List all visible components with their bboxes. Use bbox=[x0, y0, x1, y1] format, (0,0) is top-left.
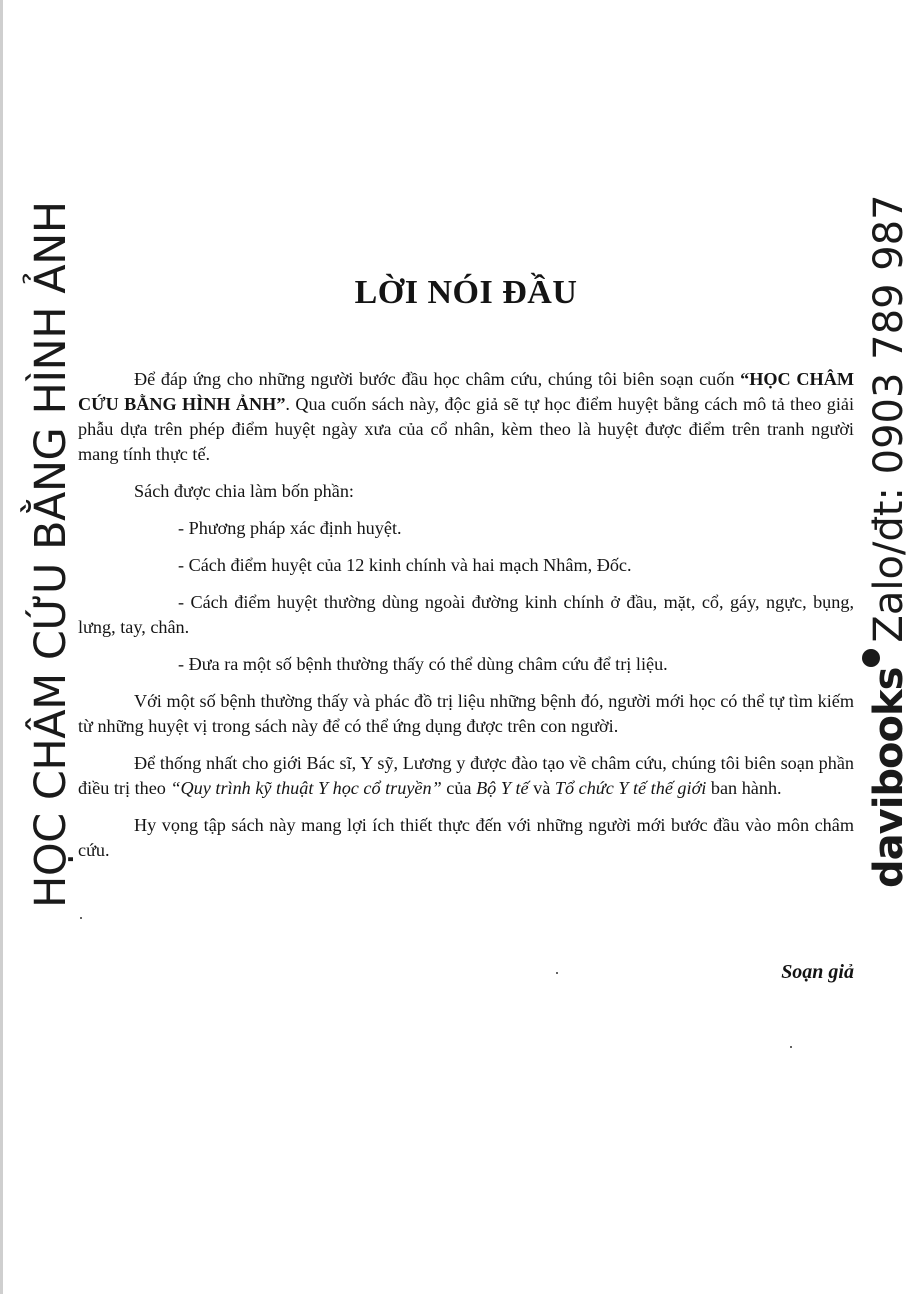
list-item-1: - Phương pháp xác định huyệt. bbox=[178, 518, 402, 538]
list-item-4: - Đưa ra một số bệnh thường thấy có thể dùng châm cứu để trị liệu. bbox=[178, 654, 668, 674]
contact-phone: Zalo/đt: 0903 789 987 bbox=[866, 194, 912, 643]
intro-text-start: Để đáp ứng cho những người bước đầu học châm cứu, chúng tôi biên soạn cuốn bbox=[134, 369, 741, 389]
paragraph-standards bbox=[78, 751, 854, 801]
paragraph-hope: Hy vọng tập sách này mang lợi ích thiết thực đến với những người mới bước đầu vào môn châm cứu. bbox=[78, 815, 854, 860]
scan-speck bbox=[790, 1046, 792, 1048]
list-item-3: - Cách điểm huyệt thường dùng ngoài đường kinh chính ở đầu, mặt, cổ, gáy, ngực, bụng, lưng, tay, chân. bbox=[78, 592, 854, 637]
standards-text-2: của bbox=[441, 778, 477, 798]
brand-logo-text: davibooks bbox=[866, 667, 912, 888]
list-item-2: - Cách điểm huyệt của 12 kinh chính và hai mạch Nhâm, Đốc. bbox=[178, 555, 632, 575]
sidebar-brand-contact bbox=[862, 194, 912, 888]
signature: Soạn giả bbox=[781, 961, 854, 983]
standards-org-who: Tổ chức Y tế thế giới bbox=[554, 778, 707, 798]
standards-text-3: và bbox=[528, 778, 555, 798]
intro-text-end: . Qua cuốn sách này, độc giả sẽ tự học điểm huyệt bằng cách mô tả theo giải phẫu dựa trên phép điểm huyệt ngày xưa của cổ nhân, kèm theo là huyệt được điểm trên tranh người mang tính thực tế. bbox=[78, 394, 854, 464]
standards-quote: “Quy trình kỹ thuật Y học cổ truyền” bbox=[170, 778, 442, 798]
preface-body bbox=[78, 367, 854, 863]
paragraph-sections: Sách được chia làm bốn phần: bbox=[134, 481, 354, 501]
sidebar-book-title: HỌC CHÂM CỨU BẰNG HÌNH ẢNH bbox=[26, 201, 76, 908]
standards-text-4: ban hành. bbox=[706, 778, 782, 798]
page-title: LỜI NÓI ĐẦU bbox=[354, 274, 578, 311]
standards-text-1: Để thống nhất cho giới Bác sĩ, Y sỹ, Lương y được đào tạo về châm cứu, chúng tôi biên soạn phần điều trị theo bbox=[78, 753, 854, 798]
standards-org-ministry: Bộ Y tế bbox=[476, 778, 529, 798]
paragraph-intro bbox=[78, 367, 854, 467]
scan-speck bbox=[80, 917, 82, 919]
page-edge bbox=[0, 0, 3, 1294]
book-title-inline: “HỌC CHÂM CỨU BẰNG HÌNH ẢNH” bbox=[78, 369, 854, 414]
scan-speck bbox=[556, 972, 558, 974]
brand-badge-icon bbox=[862, 649, 880, 667]
paragraph-usage: Với một số bệnh thường thấy và phác đồ trị liệu những bệnh đó, người mới học có thể tự tìm kiếm từ những huyệt vị trong sách này để có thể ứng dụng được trên con người. bbox=[78, 691, 854, 736]
